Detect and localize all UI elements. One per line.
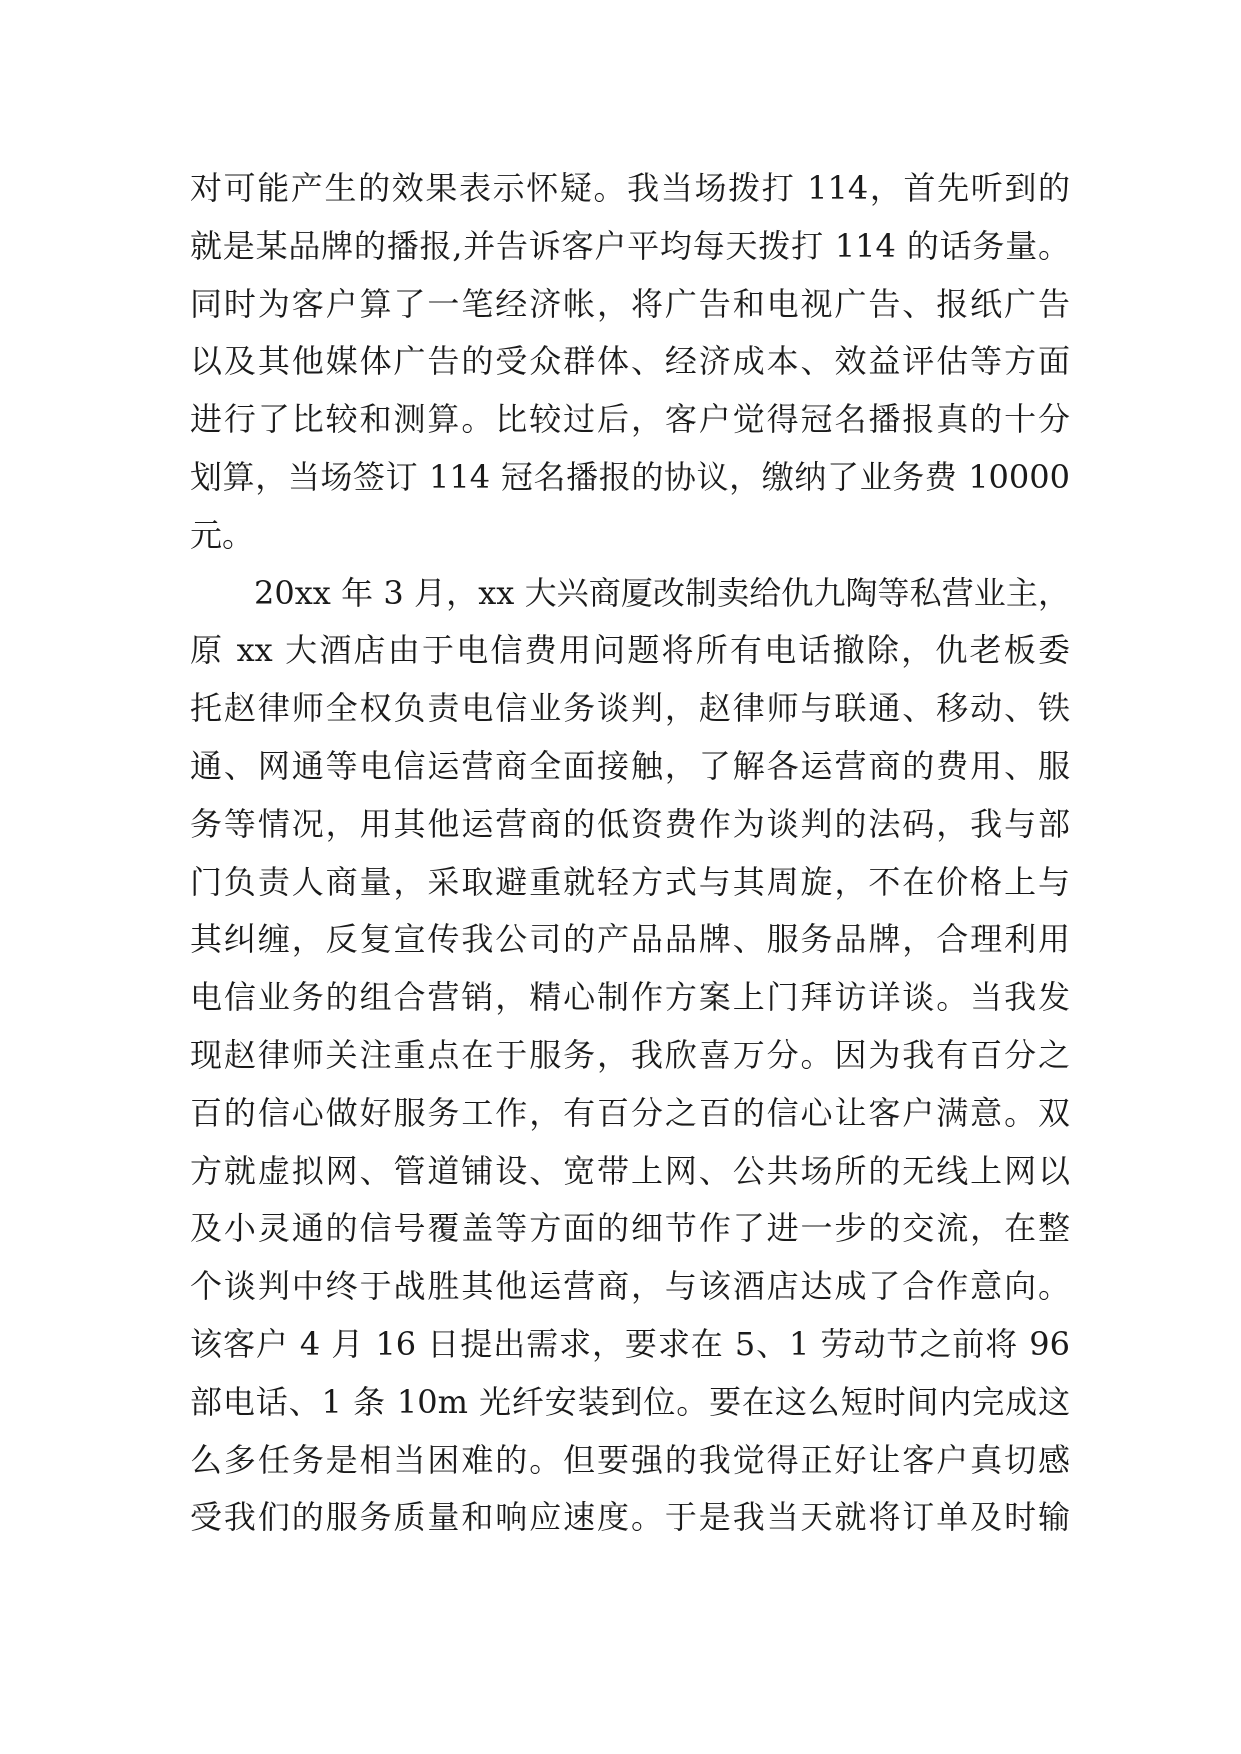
document-body (190, 160, 1070, 1547)
text-line: 20xx 年 3 月，xx 大兴商厦改制卖给仇九陶等私营业主， (254, 573, 1070, 612)
text-line: 划算，当场签订 114 冠名播报的协议，缴纳了业务费 10000 (190, 457, 1070, 496)
text-line: 电信业务的组合营销，精心制作方案上门拜访详谈。当我发 (190, 978, 1070, 1017)
text-line: 方就虚拟网、管道铺设、宽带上网、公共场所的无线上网以 (190, 1151, 1070, 1190)
text-line: 百的信心做好服务工作，有百分之百的信心让客户满意。双 (190, 1093, 1070, 1132)
paragraph-2 (190, 565, 1070, 1548)
text-line: 受我们的服务质量和响应速度。于是我当天就将订单及时输 (190, 1498, 1070, 1537)
text-line: 及小灵通的信号覆盖等方面的细节作了进一步的交流，在整 (190, 1209, 1070, 1248)
text-line: 其纠缠，反复宣传我公司的产品品牌、服务品牌，合理利用 (190, 920, 1070, 959)
text-line: 务等情况，用其他运营商的低资费作为谈判的法码，我与部 (190, 804, 1070, 843)
text-line: 元。 (190, 515, 255, 554)
text-line: 该客户 4 月 16 日提出需求，要求在 5、1 劳动节之前将 96 (190, 1324, 1070, 1363)
text-line: 原 xx 大酒店由于电信费用问题将所有电话撤除，仇老板委 (190, 631, 1070, 670)
text-line: 进行了比较和测算。比较过后，客户觉得冠名播报真的十分 (190, 400, 1070, 439)
text-line: 门负责人商量，采取避重就轻方式与其周旋，不在价格上与 (190, 862, 1070, 901)
text-line: 就是某品牌的播报,并告诉客户平均每天拨打 114 的话务量。 (190, 226, 1070, 265)
text-line: 同时为客户算了一笔经济帐，将广告和电视广告、报纸广告 (190, 284, 1070, 323)
text-line: 现赵律师关注重点在于服务，我欣喜万分。因为我有百分之 (190, 1035, 1070, 1074)
text-line: 部电话、1 条 10m 光纤安装到位。要在这么短时间内完成这 (190, 1382, 1070, 1421)
paragraph-1 (190, 160, 1070, 565)
text-line: 个谈判中终于战胜其他运营商，与该酒店达成了合作意向。 (190, 1267, 1070, 1306)
text-line: 托赵律师全权负责电信业务谈判，赵律师与联通、移动、铁 (190, 689, 1070, 728)
text-line: 么多任务是相当困难的。但要强的我觉得正好让客户真切感 (190, 1440, 1070, 1479)
text-line: 对可能产生的效果表示怀疑。我当场拨打 114，首先听到的 (190, 169, 1070, 207)
text-line: 通、网通等电信运营商全面接触，了解各运营商的费用、服 (190, 746, 1070, 785)
text-line: 以及其他媒体广告的受众群体、经济成本、效益评估等方面 (190, 342, 1070, 381)
